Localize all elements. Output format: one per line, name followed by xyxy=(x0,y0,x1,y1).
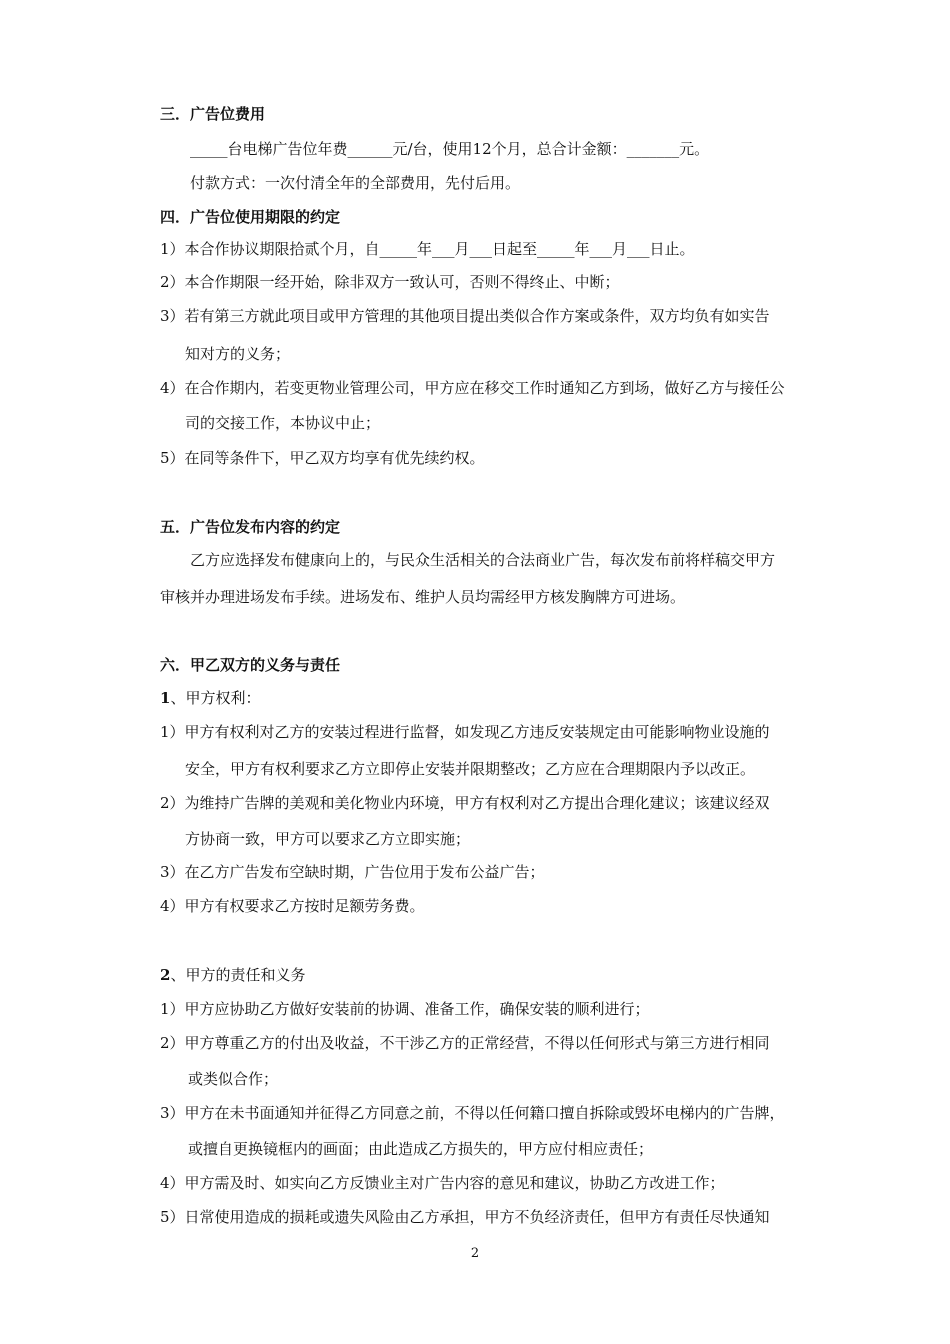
section-6-heading: 六．甲乙双方的义务与责任 xyxy=(160,656,341,674)
subsection-2-title xyxy=(160,965,305,985)
duty-item-2: 2）甲方尊重乙方的付出及收益，不干涉乙方的正常经营，不得以任何形式与第三方进行相同 xyxy=(160,1034,770,1052)
subsection-2-label: 、甲方的责任和义务 xyxy=(170,966,306,984)
subsection-1-label: 、甲方权利： xyxy=(170,689,261,707)
right-item-1-cont: 安全，甲方有权利要求乙方立即停止安装并限期整改；乙方应在合理期限内予以改正。 xyxy=(185,760,756,778)
duty-item-3: 3）甲方在未书面通知并征得乙方同意之前，不得以任何籍口擅自拆除或毁坏电梯内的广告牌， xyxy=(160,1104,785,1122)
fee-line: _____台电梯广告位年费______元/台，使用12个月，总合计金额：_______元。 xyxy=(190,140,710,158)
term-item-1: 1）本合作协议期限拾贰个月，自_____年___月___日起至_____年___月___日止。 xyxy=(160,240,695,258)
duty-item-3-cont: 或擅自更换镜框内的画面；由此造成乙方损失的，甲方应付相应责任； xyxy=(188,1140,654,1158)
section-5-heading: 五．广告位发布内容的约定 xyxy=(160,518,341,536)
right-item-4: 4）甲方有权要求乙方按时足额劳务费。 xyxy=(160,897,425,915)
term-item-2: 2）本合作期限一经开始，除非双方一致认可，否则不得终止、中断； xyxy=(160,273,620,291)
duty-item-2-cont: 或类似合作； xyxy=(188,1070,279,1088)
term-item-4-cont: 司的交接工作，本协议中止； xyxy=(185,414,381,432)
term-item-3-cont: 知对方的义务； xyxy=(185,345,291,363)
right-item-2: 2）为维持广告牌的美观和美化物业内环境，甲方有权利对乙方提出合理化建议；该建议经双 xyxy=(160,794,770,812)
term-item-4: 4）在合作期内，若变更物业管理公司，甲方应在移交工作时通知乙方到场，做好乙方与接任公 xyxy=(160,379,785,397)
duty-item-1: 1）甲方应协助乙方做好安装前的协调、准备工作，确保安装的顺利进行； xyxy=(160,1000,650,1018)
section-4-heading: 四．广告位使用期限的约定 xyxy=(160,208,341,226)
duty-item-4: 4）甲方需及时、如实向乙方反馈业主对广告内容的意见和建议，协助乙方改进工作； xyxy=(160,1174,725,1192)
content-paragraph: 乙方应选择发布健康向上的，与民众生活相关的合法商业广告，每次发布前将样稿交甲方 xyxy=(190,551,776,569)
subsection-2-number: 2 xyxy=(160,966,171,984)
subsection-1-title xyxy=(160,688,260,708)
duty-item-5: 5）日常使用造成的损耗或遗失风险由乙方承担，甲方不负经济责任，但甲方有责任尽快通知 xyxy=(160,1208,770,1226)
term-item-5: 5）在同等条件下，甲乙双方均享有优先续约权。 xyxy=(160,449,485,467)
right-item-2-cont: 方协商一致，甲方可以要求乙方立即实施； xyxy=(185,830,471,848)
content-paragraph-cont: 审核并办理进场发布手续。进场发布、维护人员均需经甲方核发胸牌方可进场。 xyxy=(160,588,686,606)
section-3-heading: 三．广告位费用 xyxy=(160,105,266,123)
subsection-1-number: 1 xyxy=(160,689,171,707)
right-item-1: 1）甲方有权利对乙方的安装过程进行监督，如发现乙方违反安装规定由可能影响物业设施的 xyxy=(160,723,770,741)
payment-method: 付款方式：一次付清全年的全部费用，先付后用。 xyxy=(190,174,521,192)
term-item-3: 3）若有第三方就此项目或甲方管理的其他项目提出类似合作方案或条件，双方均负有如实告 xyxy=(160,307,770,325)
page-number: 2 xyxy=(470,1246,480,1261)
right-item-3: 3）在乙方广告发布空缺时期，广告位用于发布公益广告； xyxy=(160,863,545,881)
